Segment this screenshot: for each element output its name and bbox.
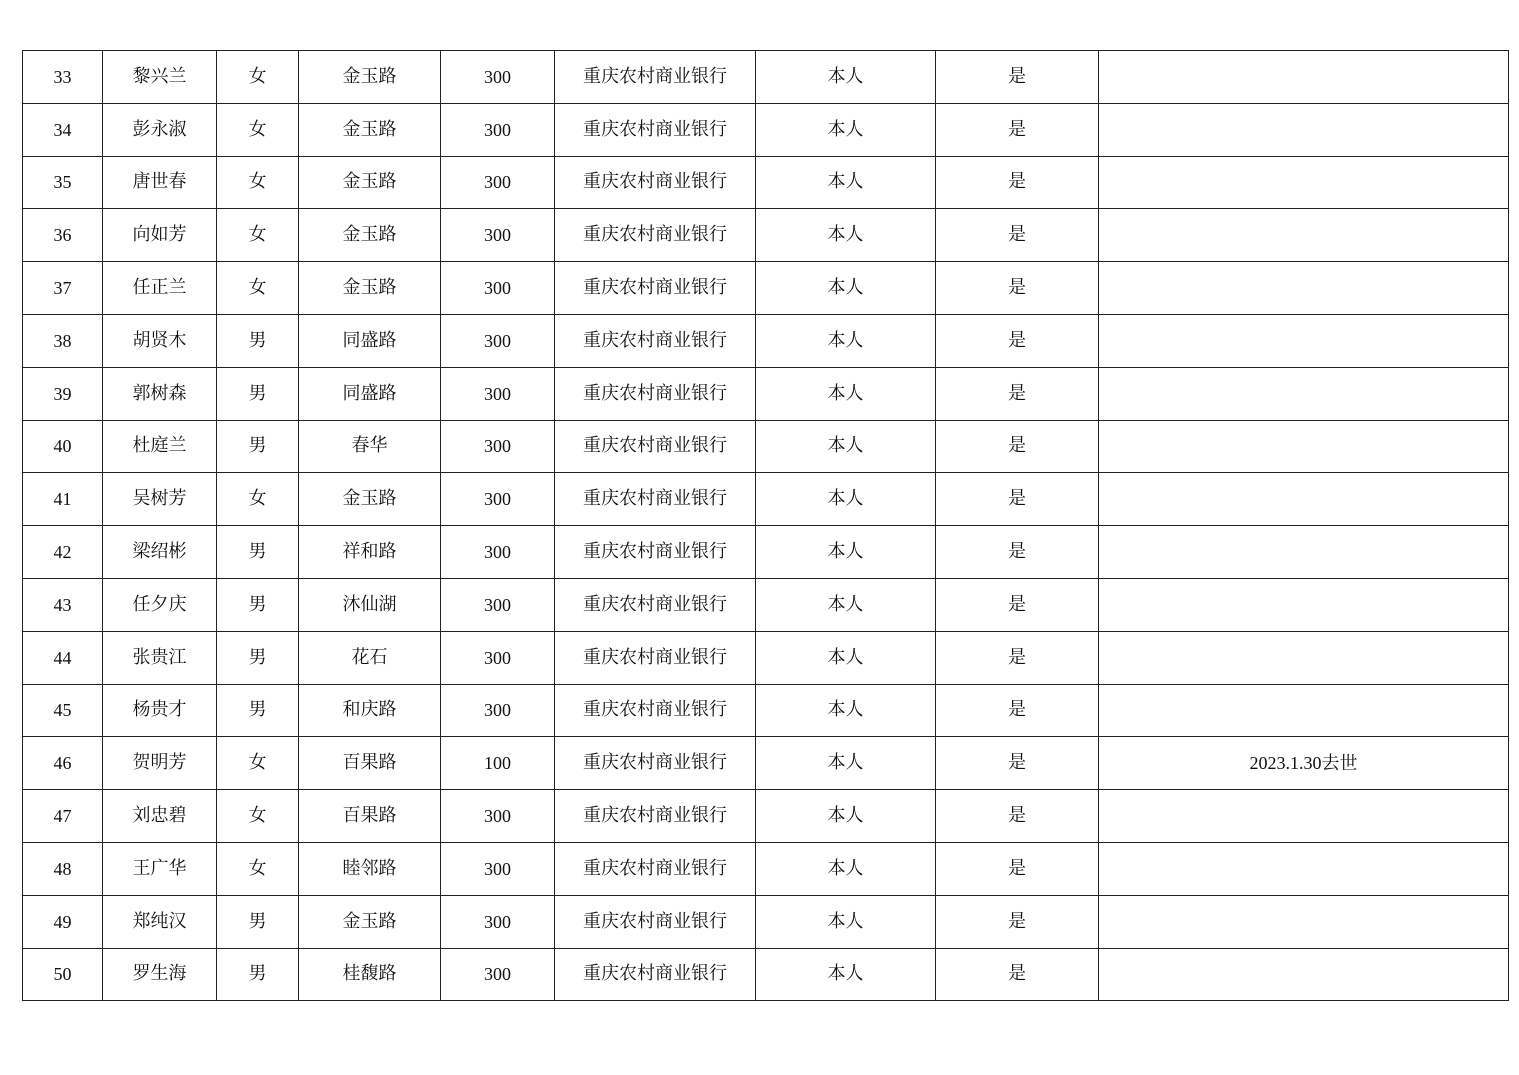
table-row <box>23 790 1509 843</box>
cell-amount: 300 <box>441 473 555 526</box>
cell-recipient: 本人 <box>756 842 936 895</box>
cell-remark: 2023.1.30去世 <box>1099 737 1509 790</box>
cell-remark <box>1099 895 1509 948</box>
cell-no: 38 <box>23 314 103 367</box>
cell-amount: 300 <box>441 367 555 420</box>
cell-bank: 重庆农村商业银行 <box>555 156 756 209</box>
cell-remark <box>1099 103 1509 156</box>
cell-gender: 女 <box>217 262 299 315</box>
table-row <box>23 367 1509 420</box>
table-row <box>23 103 1509 156</box>
cell-name: 罗生海 <box>103 948 217 1001</box>
cell-amount: 300 <box>441 948 555 1001</box>
cell-name: 杨贵才 <box>103 684 217 737</box>
cell-road: 金玉路 <box>299 51 441 104</box>
cell-confirmed: 是 <box>936 367 1099 420</box>
table-row <box>23 420 1509 473</box>
cell-bank: 重庆农村商业银行 <box>555 314 756 367</box>
cell-gender: 女 <box>217 103 299 156</box>
cell-gender: 女 <box>217 209 299 262</box>
cell-bank: 重庆农村商业银行 <box>555 473 756 526</box>
cell-remark <box>1099 51 1509 104</box>
cell-name: 任正兰 <box>103 262 217 315</box>
cell-road: 桂馥路 <box>299 948 441 1001</box>
cell-recipient: 本人 <box>756 578 936 631</box>
cell-recipient: 本人 <box>756 367 936 420</box>
cell-remark <box>1099 420 1509 473</box>
cell-amount: 100 <box>441 737 555 790</box>
cell-amount: 300 <box>441 790 555 843</box>
cell-bank: 重庆农村商业银行 <box>555 631 756 684</box>
cell-confirmed: 是 <box>936 842 1099 895</box>
cell-name: 黎兴兰 <box>103 51 217 104</box>
cell-confirmed: 是 <box>936 103 1099 156</box>
cell-remark <box>1099 156 1509 209</box>
cell-road: 金玉路 <box>299 262 441 315</box>
cell-no: 50 <box>23 948 103 1001</box>
table-row <box>23 156 1509 209</box>
table-row <box>23 895 1509 948</box>
cell-recipient: 本人 <box>756 948 936 1001</box>
cell-gender: 女 <box>217 156 299 209</box>
cell-amount: 300 <box>441 103 555 156</box>
cell-name: 王广华 <box>103 842 217 895</box>
table-row <box>23 526 1509 579</box>
cell-gender: 男 <box>217 578 299 631</box>
cell-no: 48 <box>23 842 103 895</box>
table-row <box>23 51 1509 104</box>
cell-recipient: 本人 <box>756 262 936 315</box>
cell-recipient: 本人 <box>756 420 936 473</box>
table-row <box>23 578 1509 631</box>
cell-name: 任夕庆 <box>103 578 217 631</box>
cell-amount: 300 <box>441 526 555 579</box>
cell-bank: 重庆农村商业银行 <box>555 578 756 631</box>
cell-recipient: 本人 <box>756 314 936 367</box>
cell-confirmed: 是 <box>936 631 1099 684</box>
cell-confirmed: 是 <box>936 895 1099 948</box>
cell-no: 39 <box>23 367 103 420</box>
cell-gender: 女 <box>217 737 299 790</box>
cell-confirmed: 是 <box>936 684 1099 737</box>
cell-remark <box>1099 314 1509 367</box>
cell-gender: 女 <box>217 790 299 843</box>
table-row <box>23 631 1509 684</box>
cell-name: 郑纯汉 <box>103 895 217 948</box>
cell-gender: 男 <box>217 895 299 948</box>
cell-road: 百果路 <box>299 737 441 790</box>
cell-no: 43 <box>23 578 103 631</box>
cell-no: 45 <box>23 684 103 737</box>
cell-road: 百果路 <box>299 790 441 843</box>
cell-amount: 300 <box>441 895 555 948</box>
cell-confirmed: 是 <box>936 262 1099 315</box>
cell-gender: 女 <box>217 51 299 104</box>
cell-no: 49 <box>23 895 103 948</box>
cell-name: 贺明芳 <box>103 737 217 790</box>
cell-amount: 300 <box>441 631 555 684</box>
cell-confirmed: 是 <box>936 948 1099 1001</box>
cell-recipient: 本人 <box>756 684 936 737</box>
cell-confirmed: 是 <box>936 578 1099 631</box>
cell-gender: 男 <box>217 684 299 737</box>
cell-no: 40 <box>23 420 103 473</box>
cell-gender: 男 <box>217 526 299 579</box>
table-row <box>23 262 1509 315</box>
cell-bank: 重庆农村商业银行 <box>555 420 756 473</box>
cell-bank: 重庆农村商业银行 <box>555 51 756 104</box>
cell-remark <box>1099 790 1509 843</box>
cell-confirmed: 是 <box>936 526 1099 579</box>
cell-recipient: 本人 <box>756 473 936 526</box>
table-row <box>23 737 1509 790</box>
cell-road: 金玉路 <box>299 209 441 262</box>
cell-no: 42 <box>23 526 103 579</box>
cell-bank: 重庆农村商业银行 <box>555 262 756 315</box>
cell-bank: 重庆农村商业银行 <box>555 895 756 948</box>
cell-no: 34 <box>23 103 103 156</box>
cell-recipient: 本人 <box>756 156 936 209</box>
cell-confirmed: 是 <box>936 209 1099 262</box>
cell-road: 和庆路 <box>299 684 441 737</box>
cell-road: 同盛路 <box>299 367 441 420</box>
cell-confirmed: 是 <box>936 473 1099 526</box>
cell-remark <box>1099 526 1509 579</box>
cell-no: 37 <box>23 262 103 315</box>
cell-recipient: 本人 <box>756 209 936 262</box>
cell-amount: 300 <box>441 578 555 631</box>
cell-remark <box>1099 684 1509 737</box>
cell-no: 47 <box>23 790 103 843</box>
table-row <box>23 314 1509 367</box>
cell-bank: 重庆农村商业银行 <box>555 103 756 156</box>
cell-gender: 男 <box>217 367 299 420</box>
cell-name: 向如芳 <box>103 209 217 262</box>
cell-recipient: 本人 <box>756 526 936 579</box>
cell-road: 花石 <box>299 631 441 684</box>
table-row <box>23 209 1509 262</box>
cell-recipient: 本人 <box>756 103 936 156</box>
cell-road: 春华 <box>299 420 441 473</box>
cell-name: 唐世春 <box>103 156 217 209</box>
table-row <box>23 473 1509 526</box>
cell-amount: 300 <box>441 684 555 737</box>
cell-recipient: 本人 <box>756 790 936 843</box>
cell-remark <box>1099 473 1509 526</box>
cell-confirmed: 是 <box>936 737 1099 790</box>
cell-bank: 重庆农村商业银行 <box>555 948 756 1001</box>
cell-remark <box>1099 842 1509 895</box>
cell-confirmed: 是 <box>936 790 1099 843</box>
cell-no: 44 <box>23 631 103 684</box>
cell-remark <box>1099 262 1509 315</box>
cell-road: 金玉路 <box>299 156 441 209</box>
cell-recipient: 本人 <box>756 631 936 684</box>
cell-name: 杜庭兰 <box>103 420 217 473</box>
table-body <box>23 51 1509 1001</box>
cell-amount: 300 <box>441 156 555 209</box>
cell-bank: 重庆农村商业银行 <box>555 842 756 895</box>
cell-bank: 重庆农村商业银行 <box>555 684 756 737</box>
cell-remark <box>1099 631 1509 684</box>
cell-remark <box>1099 367 1509 420</box>
cell-gender: 男 <box>217 314 299 367</box>
cell-bank: 重庆农村商业银行 <box>555 790 756 843</box>
cell-name: 彭永淑 <box>103 103 217 156</box>
cell-gender: 男 <box>217 631 299 684</box>
cell-confirmed: 是 <box>936 156 1099 209</box>
cell-bank: 重庆农村商业银行 <box>555 737 756 790</box>
cell-name: 郭树森 <box>103 367 217 420</box>
cell-no: 46 <box>23 737 103 790</box>
cell-gender: 女 <box>217 842 299 895</box>
cell-gender: 女 <box>217 473 299 526</box>
cell-amount: 300 <box>441 314 555 367</box>
cell-name: 张贵江 <box>103 631 217 684</box>
cell-name: 吴树芳 <box>103 473 217 526</box>
cell-road: 同盛路 <box>299 314 441 367</box>
cell-road: 沐仙湖 <box>299 578 441 631</box>
cell-road: 金玉路 <box>299 103 441 156</box>
cell-confirmed: 是 <box>936 51 1099 104</box>
cell-no: 41 <box>23 473 103 526</box>
cell-amount: 300 <box>441 842 555 895</box>
cell-no: 35 <box>23 156 103 209</box>
cell-road: 金玉路 <box>299 895 441 948</box>
cell-no: 33 <box>23 51 103 104</box>
cell-name: 梁绍彬 <box>103 526 217 579</box>
roster-table <box>22 50 1509 1001</box>
cell-road: 睦邻路 <box>299 842 441 895</box>
table-row <box>23 842 1509 895</box>
cell-recipient: 本人 <box>756 51 936 104</box>
table-row <box>23 684 1509 737</box>
cell-remark <box>1099 209 1509 262</box>
cell-name: 刘忠碧 <box>103 790 217 843</box>
cell-recipient: 本人 <box>756 895 936 948</box>
cell-bank: 重庆农村商业银行 <box>555 526 756 579</box>
cell-gender: 男 <box>217 420 299 473</box>
cell-gender: 男 <box>217 948 299 1001</box>
cell-road: 祥和路 <box>299 526 441 579</box>
cell-name: 胡贤木 <box>103 314 217 367</box>
cell-remark <box>1099 578 1509 631</box>
cell-recipient: 本人 <box>756 737 936 790</box>
cell-bank: 重庆农村商业银行 <box>555 367 756 420</box>
cell-bank: 重庆农村商业银行 <box>555 209 756 262</box>
cell-no: 36 <box>23 209 103 262</box>
cell-road: 金玉路 <box>299 473 441 526</box>
cell-confirmed: 是 <box>936 420 1099 473</box>
cell-amount: 300 <box>441 209 555 262</box>
cell-amount: 300 <box>441 262 555 315</box>
cell-amount: 300 <box>441 51 555 104</box>
table-row <box>23 948 1509 1001</box>
cell-amount: 300 <box>441 420 555 473</box>
cell-confirmed: 是 <box>936 314 1099 367</box>
cell-remark <box>1099 948 1509 1001</box>
